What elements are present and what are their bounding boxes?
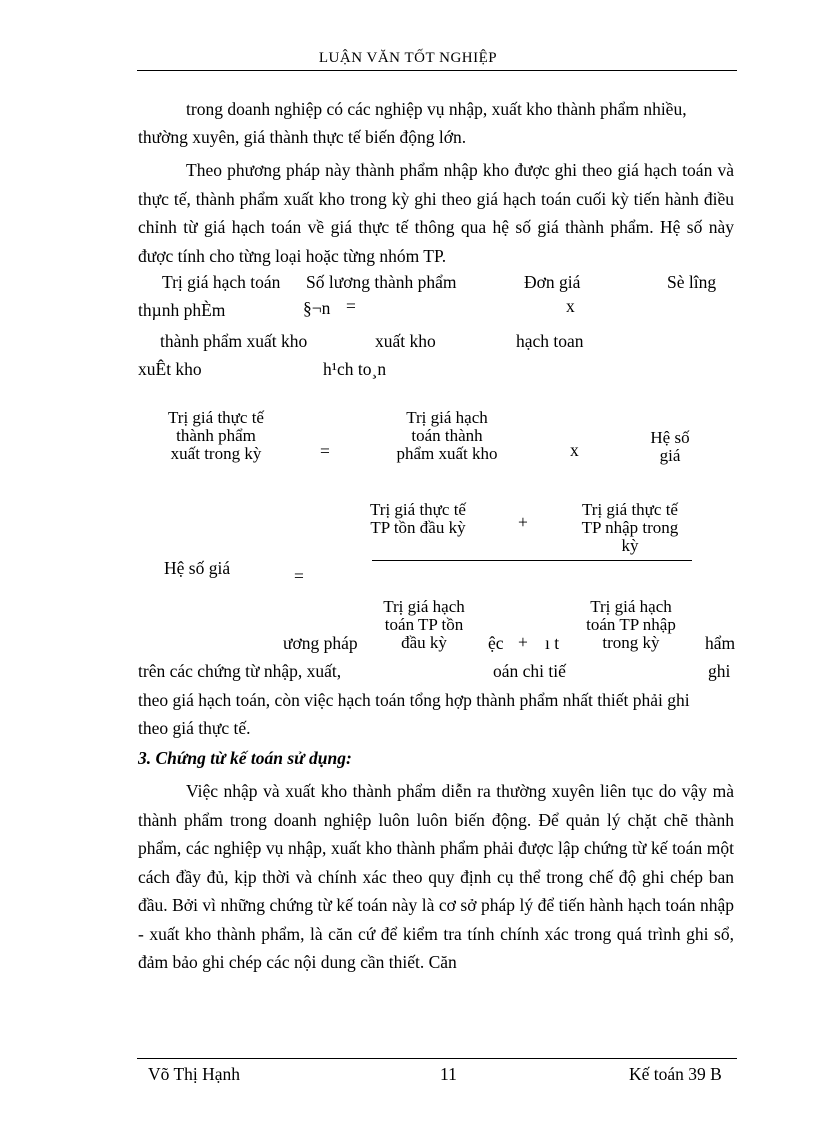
f3-den-a: Trị giá hạch toán TP tồn đầu kỳ xyxy=(383,597,465,652)
f3-eq: = xyxy=(294,566,304,586)
f3-num-a: Trị giá thực tế TP tồn đầu kỳ xyxy=(370,500,466,537)
f1-h: xuất kho xyxy=(375,331,436,351)
para3-line2: theo giá thực tế. xyxy=(138,718,251,738)
f1-k: h¹ch to¸n xyxy=(323,359,387,379)
f1-x: x xyxy=(566,296,575,316)
f1-j: xuÊt kho xyxy=(138,359,202,379)
overlap-w4: hẩm xyxy=(705,633,736,653)
header-rule xyxy=(137,70,737,71)
f3-den-b: Trị giá hạch toán TP nhập trong kỳ xyxy=(586,597,676,652)
f1-c: Đơn giá xyxy=(524,272,581,292)
section-heading: 3. Chứng từ kế toán sử dụng: xyxy=(138,748,352,768)
section-body-text: Việc nhập và xuất kho thành phẩm diễn ra thường xuyên liên tục do vậy mà thành phẩm trong doanh nghiệp luôn luôn biến động. Để quản lý chặt chẽ thành phẩm, các nghiệp vụ nhập, xuất kho thành phẩm phải được lập chứng từ kế toán một cách đầy đủ, kịp thời và chính xác theo quy định cụ thể trong chế độ ghi chép ban đầu. Bởi vì những chứng từ kế toán này là cơ sở pháp lý để tiến hành hạch toán nhập - xuất kho thành phẩm, là căn cứ để kiểm tra tính chính xác trong quá trình ghi sổ, đảm bảo ghi chép các nội dung cần thiết. Căn xyxy=(138,781,734,972)
fraction-bar xyxy=(372,560,692,561)
para2 xyxy=(138,156,734,270)
f1-a: Trị giá hạch toán xyxy=(162,272,281,292)
overlap-line2a: trên các chứng từ nhập, xuất, xyxy=(138,661,342,681)
section-body xyxy=(138,777,734,977)
para2-text: Theo phương pháp này thành phẩm nhập kho được ghi theo giá hạch toán và thực tế, thành phẩm xuất kho trong kỳ ghi theo giá hạch toán cuối kỳ tiến hành điều chỉnh từ giá hạch toán về giá thực tế thông qua hệ số giá thành phẩm. Hệ số này được tính cho từng loại hoặc từng nhóm TP. xyxy=(138,160,734,266)
overlap-w3: ı t xyxy=(545,633,560,653)
f1-e: thµnh phÈm xyxy=(138,300,226,320)
overlap-line2c: ghi xyxy=(708,661,731,681)
f3-den-plus: + xyxy=(518,632,528,652)
f1-d: Sè lîng xyxy=(667,272,717,292)
f2-eq: = xyxy=(320,441,330,461)
para3-line1: theo giá hạch toán, còn việc hạch toán tổng hợp thành phẩm nhất thiết phải ghi xyxy=(138,690,690,710)
footer-rule xyxy=(137,1058,737,1059)
page-header-title: LUẬN VĂN TỐT NGHIỆP xyxy=(318,50,498,66)
f3-num-b: Trị giá thực tế TP nhập trong kỳ xyxy=(581,500,679,555)
f2-left: Trị giá thực tế thành phẩm xuất trong kỳ xyxy=(168,408,264,463)
footer-page-number: 11 xyxy=(440,1064,457,1084)
f1-eq: = xyxy=(346,296,356,316)
f1-f: §¬n xyxy=(303,298,331,318)
overlap-line2b: oán chi tiế xyxy=(493,661,566,681)
f2-right: Hệ số giá xyxy=(650,428,690,465)
para1-line1: trong doanh nghiệp có các nghiệp vụ nhập, xuất kho thành phẩm nhiều, xyxy=(186,99,687,119)
f3-label: Hệ số giá xyxy=(164,558,231,578)
f1-i: hạch toan xyxy=(516,331,584,351)
f3-num-plus: + xyxy=(518,512,528,532)
f2-mid: Trị giá hạch toán thành phẩm xuất kho xyxy=(396,408,498,463)
overlap-w2: ệc xyxy=(488,633,504,653)
para1-line2: thường xuyên, giá thành thực tế biến động lớn. xyxy=(138,127,467,147)
f2-x: x xyxy=(570,440,579,460)
f1-g: thành phẩm xuất kho xyxy=(160,331,308,351)
footer-author: Võ Thị Hạnh xyxy=(148,1064,241,1084)
f1-b: Số lương thành phẩm xyxy=(306,272,457,292)
footer-class: Kế toán 39 B xyxy=(629,1064,722,1084)
overlap-w1: ương pháp xyxy=(283,633,358,653)
